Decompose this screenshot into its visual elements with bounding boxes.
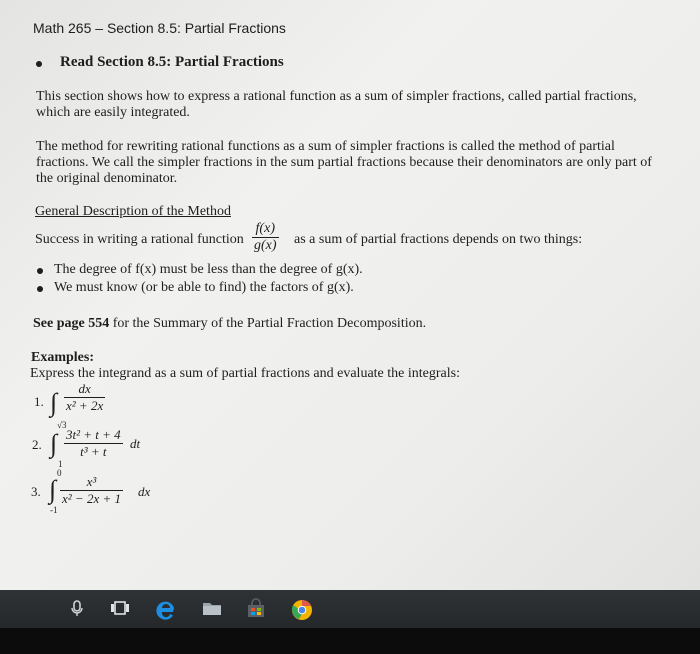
screen-bezel: [0, 628, 700, 654]
store-icon[interactable]: [245, 598, 265, 618]
bullet-dot: [37, 286, 43, 292]
see-page-rest: for the Summary of the Partial Fraction Decomposition.: [109, 316, 427, 331]
examples-instruction: Express the integrand as a sum of partial fractions and evaluate the integrals:: [30, 366, 460, 381]
example-2-denominator: t³ + t: [64, 443, 123, 460]
document-header: Math 265 – Section 8.5: Partial Fractions: [33, 20, 286, 36]
para2-line2: fractions. We call the simpler fractions in the sum partial fractions because their denominators are only part of: [36, 155, 652, 170]
file-explorer-icon[interactable]: [201, 598, 221, 618]
example-3-number: 3.: [31, 484, 41, 499]
fraction-denominator: g(x): [254, 238, 277, 253]
read-section-bullet: Read Section 8.5: Partial Fractions: [60, 54, 284, 70]
example-2-fraction: [64, 427, 123, 460]
examples-heading: Examples:: [31, 350, 94, 365]
integral-sign-icon: ∫: [50, 429, 58, 458]
integral-sign-icon: ∫: [49, 475, 57, 504]
para2-line1: The method for rewriting rational functions as a sum of simpler fractions is called the method of partial: [36, 139, 615, 154]
example-2-upper-limit: √3: [57, 420, 67, 430]
example-2-lower-limit: 1: [58, 459, 63, 469]
example-1-denominator: x² + 2x: [66, 398, 104, 413]
example-1-numerator: dx: [78, 381, 91, 396]
rational-function-fraction: [252, 221, 279, 254]
para2-line3: the original denominator.: [36, 171, 178, 186]
see-page-bold: See page 554: [33, 316, 110, 331]
taskbar: [0, 590, 700, 628]
factors-bullet: We must know (or be able to find) the factors of g(x).: [54, 280, 354, 295]
example-3-fraction: [60, 474, 123, 507]
degree-bullet: The degree of f(x) must be less than the degree of g(x).: [54, 262, 363, 277]
example-3-differential: dx: [138, 484, 151, 499]
example-1-fraction: [64, 381, 105, 414]
edge-browser-icon[interactable]: [155, 598, 175, 618]
bullet-dot: [36, 61, 42, 67]
see-page-line: [33, 316, 426, 332]
example-3-numerator: x³: [86, 474, 97, 489]
success-text-pre: Success in writing a rational function: [35, 232, 244, 247]
example-2-differential: dt: [130, 436, 141, 451]
task-view-icon[interactable]: [109, 598, 129, 618]
example-2-numerator: 3t² + t + 4: [66, 427, 121, 442]
example-3-lower-limit: -1: [50, 505, 58, 515]
chrome-icon[interactable]: [290, 598, 310, 618]
fraction-numerator: f(x): [255, 221, 275, 236]
para1-line2: which are easily integrated.: [36, 105, 190, 120]
bullet-dot: [37, 268, 43, 274]
example-3-denominator: x² − 2x + 1: [62, 491, 121, 506]
example-3-upper-limit: 0: [57, 468, 62, 478]
general-description-heading: General Description of the Method: [35, 204, 231, 219]
example-1-number: 1.: [34, 394, 44, 409]
integral-sign-icon: ∫: [50, 388, 58, 417]
microphone-icon[interactable]: [67, 598, 87, 618]
example-2-number: 2.: [32, 437, 42, 452]
para1-line1: This section shows how to express a rational function as a sum of simpler fractions, called partial fractions,: [36, 89, 637, 104]
success-text-post: as a sum of partial fractions depends on two things:: [294, 232, 583, 247]
